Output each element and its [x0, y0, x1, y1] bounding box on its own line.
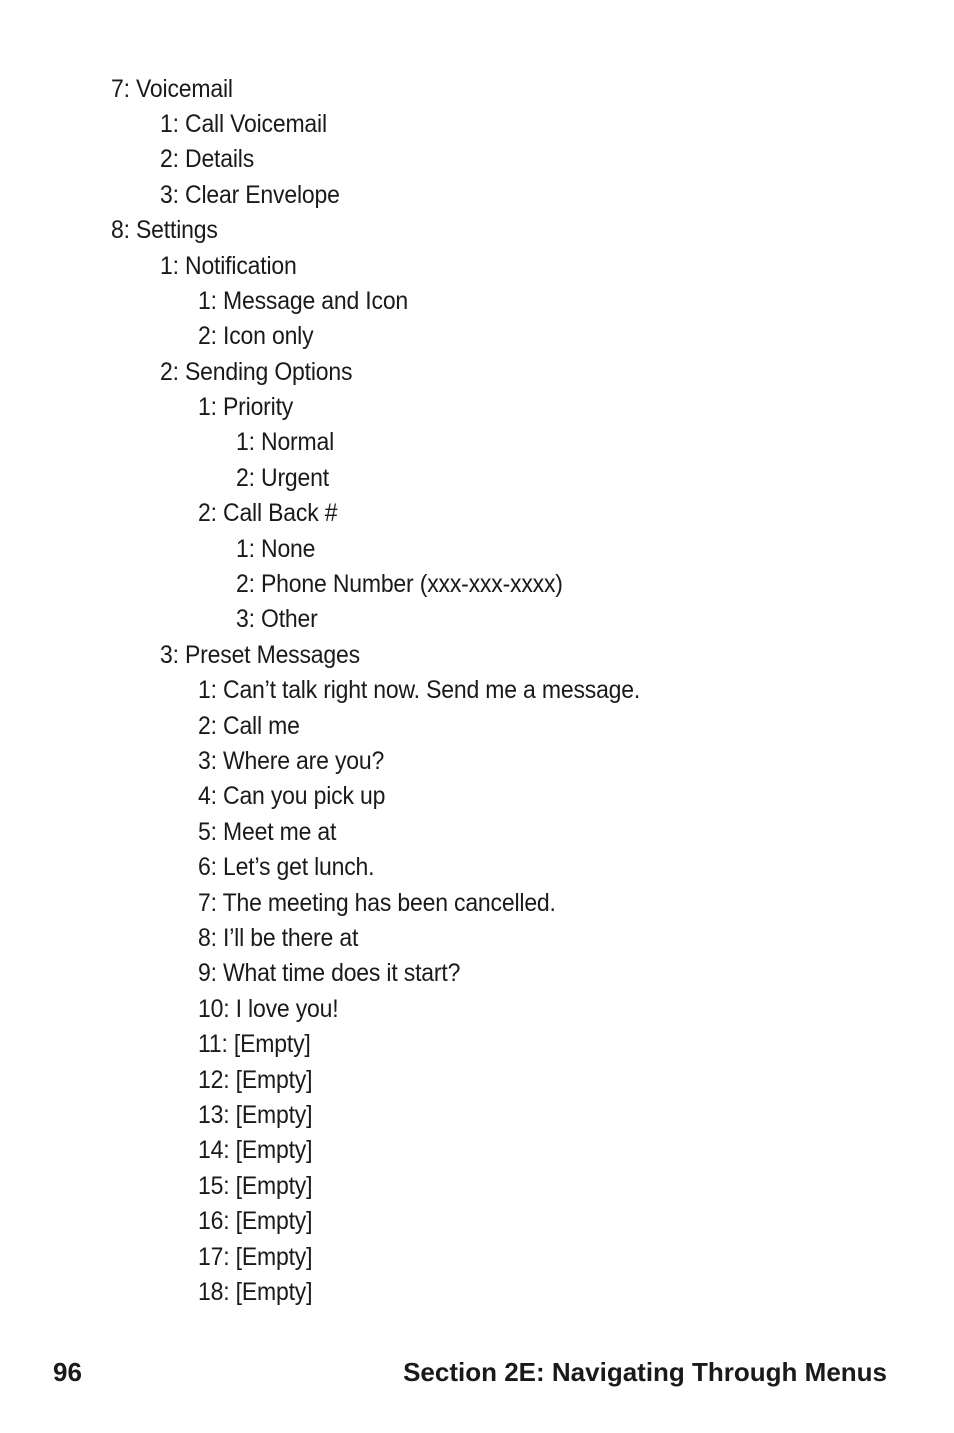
menu-item-preset-messages: 3: Preset Messages: [160, 641, 360, 669]
preset-message-item: 6: Let’s get lunch.: [198, 853, 375, 881]
menu-item-details: 2: Details: [160, 145, 255, 173]
preset-message-item: 16: [Empty]: [198, 1207, 313, 1235]
menu-item-call-voicemail: 1: Call Voicemail: [160, 110, 327, 138]
page-footer: [0, 1352, 954, 1392]
menu-item-none: 1: None: [236, 535, 316, 563]
menu-item-sending-options: 2: Sending Options: [160, 358, 353, 386]
preset-message-item: 11: [Empty]: [198, 1030, 311, 1058]
menu-item-icon-only: 2: Icon only: [198, 322, 314, 350]
preset-message-item: 10: I love you!: [198, 995, 339, 1023]
preset-message-item: 17: [Empty]: [198, 1243, 313, 1271]
menu-item-other: 3: Other: [236, 605, 318, 633]
preset-message-item: 3: Where are you?: [198, 747, 385, 775]
preset-message-item: 14: [Empty]: [198, 1136, 313, 1164]
menu-item-phone-number: 2: Phone Number (xxx-xxx-xxxx): [236, 570, 563, 598]
preset-message-item: 9: What time does it start?: [198, 959, 461, 987]
menu-item-normal: 1: Normal: [236, 428, 335, 456]
preset-message-item: 18: [Empty]: [198, 1278, 313, 1306]
preset-message-item: 12: [Empty]: [198, 1066, 313, 1094]
menu-item-settings: 8: Settings: [111, 216, 218, 244]
preset-message-item: 13: [Empty]: [198, 1101, 313, 1129]
preset-message-item: 15: [Empty]: [198, 1172, 313, 1200]
preset-message-item: 8: I’ll be there at: [198, 924, 359, 952]
section-title: Section 2E: Navigating Through Menus: [403, 1357, 887, 1387]
menu-item-message-and-icon: 1: Message and Icon: [198, 287, 409, 315]
preset-message-item: 2: Call me: [198, 712, 300, 740]
preset-message-item: 4: Can you pick up: [198, 782, 386, 810]
menu-item-urgent: 2: Urgent: [236, 464, 329, 492]
preset-message-item: 1: Can’t talk right now. Send me a message.: [198, 676, 641, 704]
preset-message-item: 7: The meeting has been cancelled.: [198, 889, 556, 917]
page-number: 96: [53, 1357, 82, 1387]
menu-item-priority: 1: Priority: [198, 393, 294, 421]
menu-item-clear-envelope: 3: Clear Envelope: [160, 181, 340, 209]
menu-item-notification: 1: Notification: [160, 252, 297, 280]
menu-item-voicemail: 7: Voicemail: [111, 75, 233, 103]
preset-message-item: 5: Meet me at: [198, 818, 337, 846]
menu-item-call-back: 2: Call Back #: [198, 499, 338, 527]
